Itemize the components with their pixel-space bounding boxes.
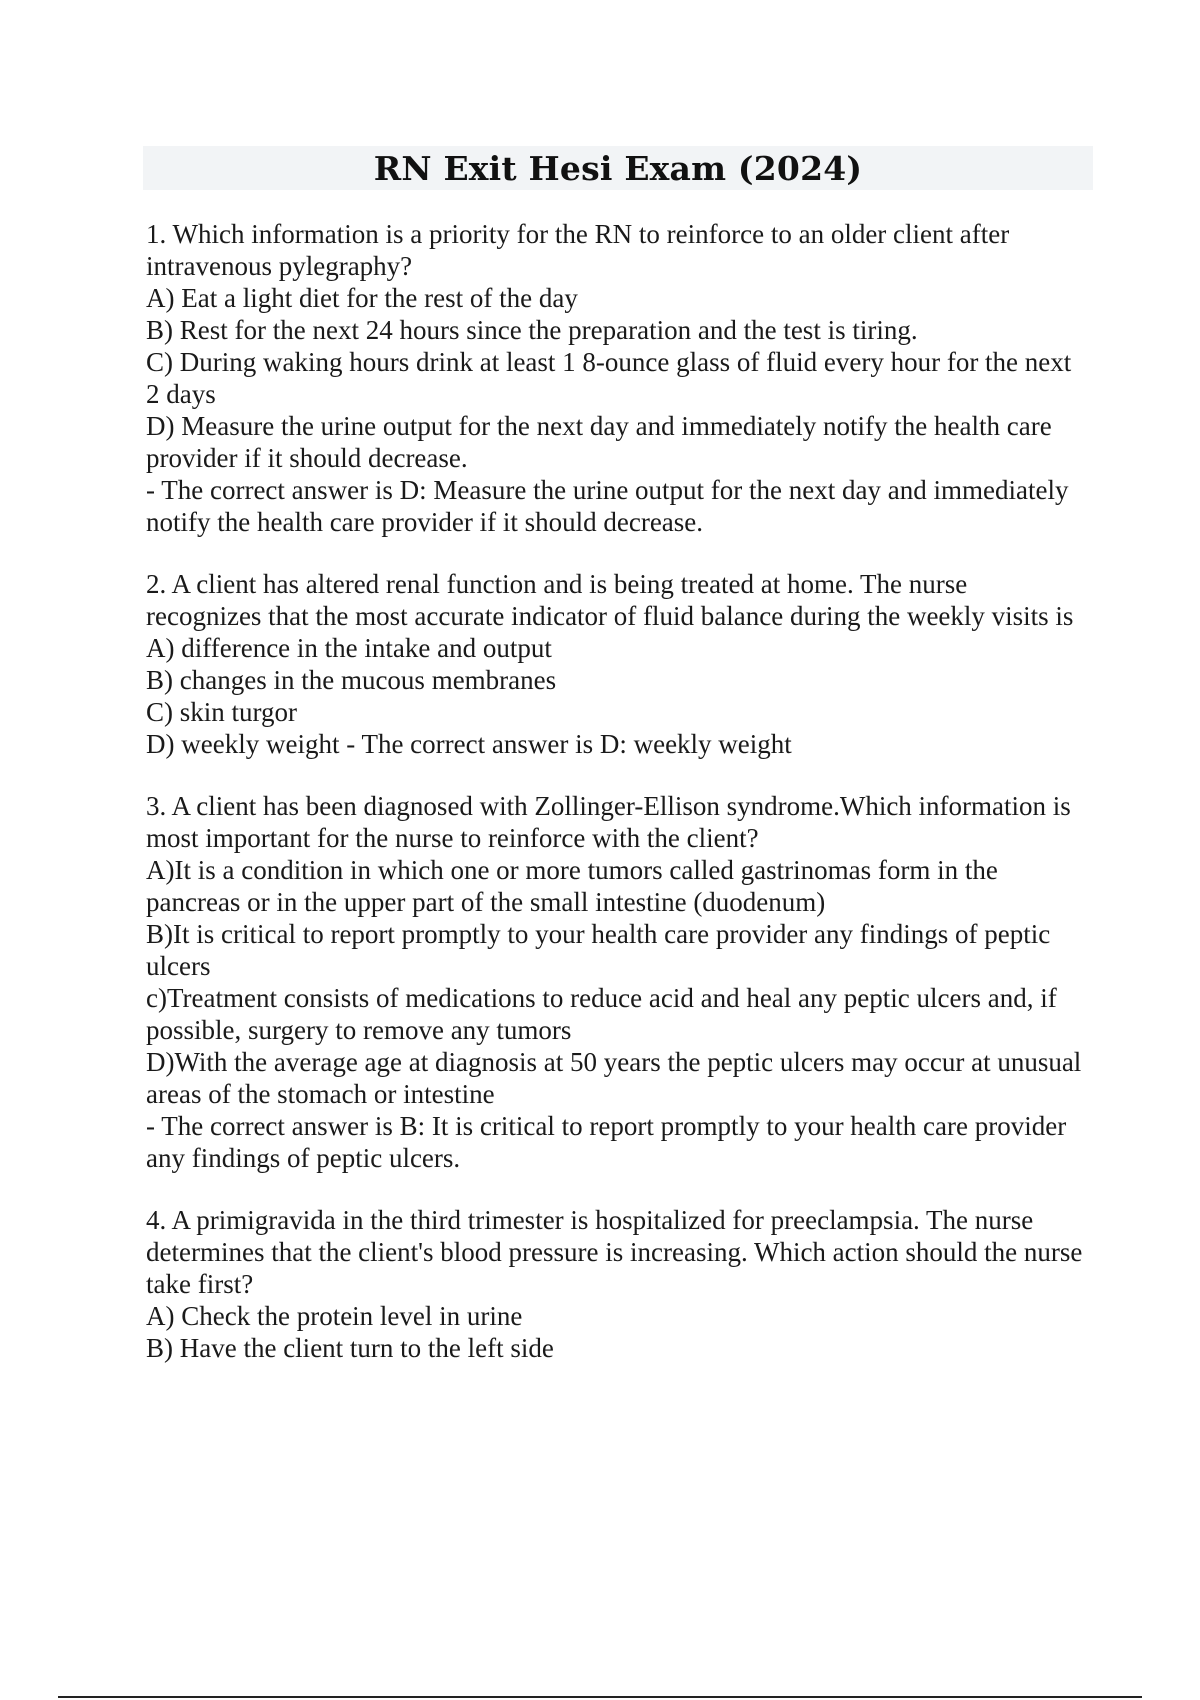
question-stem: 4. A primigravida in the third trimester is hospitalized for preeclampsia. The nurse determines that the client's blood pressure is increasing. Which action should the nurse take first? bbox=[146, 1205, 1083, 1299]
title-bar bbox=[143, 146, 1093, 190]
option-b: B) Rest for the next 24 hours since the preparation and the test is tiring. bbox=[146, 315, 918, 345]
option-b: B) Have the client turn to the left side bbox=[146, 1333, 554, 1363]
correct-answer: - The correct answer is D: Measure the urine output for the next day and immediately notify the health care provider if it should decrease. bbox=[146, 475, 1069, 537]
option-c: C) During waking hours drink at least 1 8-ounce glass of fluid every hour for the next 2 days bbox=[146, 347, 1072, 409]
option-a: A)It is a condition in which one or more tumors called gastrinomas form in the pancreas or in the upper part of the small intestine (duodenum) bbox=[146, 855, 998, 917]
option-b: B) changes in the mucous membranes bbox=[146, 665, 557, 695]
document-title: RN Exit Hesi Exam (2024) bbox=[373, 148, 863, 188]
question-stem: 3. A client has been diagnosed with Zollinger-Ellison syndrome.Which information is most important for the nurse to reinforce with the client? bbox=[146, 791, 1071, 853]
option-b: B)It is critical to report promptly to your health care provider any findings of peptic ulcers bbox=[146, 919, 1051, 981]
option-c: c)Treatment consists of medications to reduce acid and heal any peptic ulcers and, if possible, surgery to remove any tumors bbox=[146, 983, 1057, 1045]
correct-answer: - The correct answer is B: It is critical to report promptly to your health care provider any findings of peptic ulcers. bbox=[146, 1111, 1067, 1173]
option-d: D) weekly weight - The correct answer is D: weekly weight bbox=[146, 729, 792, 759]
question-2 bbox=[146, 568, 1086, 760]
option-a: A) Eat a light diet for the rest of the day bbox=[146, 283, 578, 313]
question-stem: 1. Which information is a priority for the RN to reinforce to an older client after intravenous pylegraphy? bbox=[146, 219, 1010, 281]
option-c: C) skin turgor bbox=[146, 697, 298, 727]
option-a: A) Check the protein level in urine bbox=[146, 1301, 523, 1331]
question-stem: 2. A client has altered renal function and is being treated at home. The nurse recognizes that the most accurate indicator of fluid balance during the weekly visits is bbox=[146, 569, 1074, 631]
option-d: D) Measure the urine output for the next day and immediately notify the health care provider if it should decrease. bbox=[146, 411, 1052, 473]
question-3 bbox=[146, 790, 1086, 1174]
option-a: A) difference in the intake and output bbox=[146, 633, 552, 663]
footer-divider bbox=[58, 1696, 1142, 1698]
question-4 bbox=[146, 1204, 1086, 1364]
question-1 bbox=[146, 218, 1086, 538]
question-list bbox=[146, 218, 1086, 1394]
option-d: D)With the average age at diagnosis at 50 years the peptic ulcers may occur at unusual areas of the stomach or intestine bbox=[146, 1047, 1082, 1109]
